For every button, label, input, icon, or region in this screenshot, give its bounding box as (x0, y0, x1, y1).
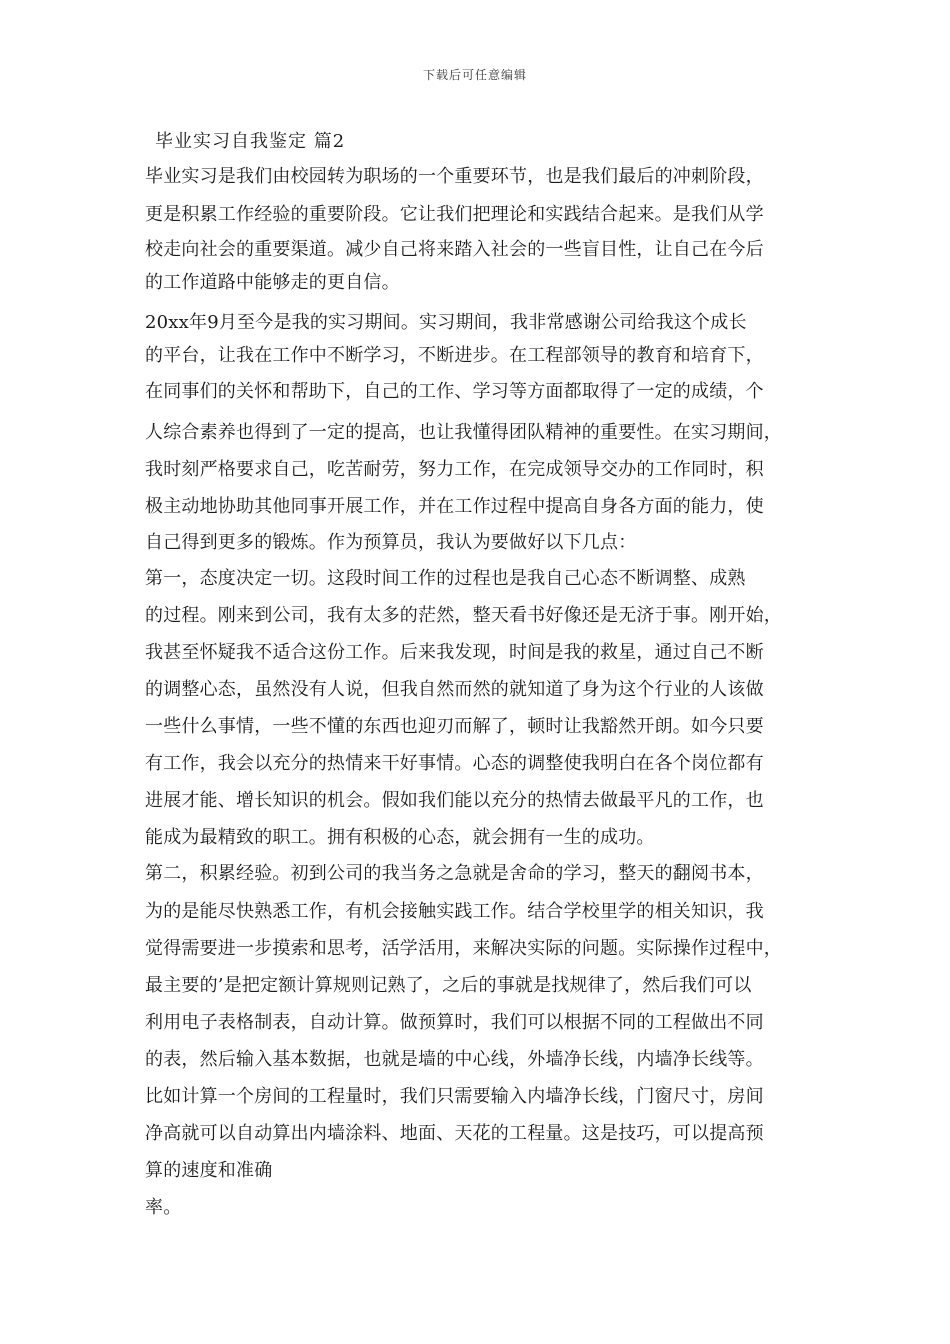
body-line: 20xx年9月至今是我的实习期间。实习期间，我非常感谢公司给我这个成长 (145, 312, 747, 333)
body-line: 第二，积累经验。初到公司的我当务之急就是舍命的学习，整天的翻阅书本， (145, 863, 764, 884)
body-line: 的过程。刚来到公司，我有太多的茫然，整天看书好像还是无济于事。刚开始， (145, 605, 782, 626)
body-line: 进展才能、增长知识的机会。假如我们能以充分的热情去做最平凡的工作，也 (145, 790, 764, 811)
body-line: 校走向社会的重要渠道。减少自己将来踏入社会的一些盲目性，让自己在今后 (145, 239, 764, 260)
body-line: 有工作，我会以充分的热情来干好事情。心态的调整使我明白在各个岗位都有 (145, 753, 764, 774)
body-line: 为的是能尽快熟悉工作，有机会接触实践工作。结合学校里学的相关知识，我 (145, 901, 764, 922)
body-line: 率。 (145, 1197, 182, 1218)
body-line: 净高就可以自动算出内墙涂料、地面、天花的工程量。这是技巧，可以提高预 (145, 1123, 764, 1144)
header-note: 下载后可任意编辑 (422, 68, 527, 82)
body-line: 的表，然后输入基本数据，也就是墙的中心线，外墙净长线，内墙净长线等。 (145, 1049, 764, 1070)
body-line: 第一，态度决定一切。这段时间工作的过程也是我自己心态不断调整、成熟 (145, 568, 746, 589)
body-line: 最主要的’是把定额计算规则记熟了，之后的事就是找规律了，然后我们可以 (145, 975, 752, 996)
body-line: 的调整心态，虽然没有人说，但我自然而然的就知道了身为这个行业的人该做 (145, 679, 764, 700)
body-line: 我时刻严格要求自己，吃苦耐劳，努力工作，在完成领导交办的工作同时，积 (145, 459, 764, 480)
body-line: 觉得需要进一步摸索和思考，活学活用，来解决实际的问题。实际操作过程中， (145, 938, 782, 959)
body-line: 比如计算一个房间的工程量时，我们只需要输入内墙净长线，门窗尺寸，房间 (145, 1086, 764, 1107)
body-line: 我甚至怀疑我不适合这份工作。后来我发现，时间是我的救星，通过自己不断 (145, 642, 764, 663)
body-line: 利用电子表格制表，自动计算。做预算时，我们可以根据不同的工程做出不同 (145, 1012, 764, 1033)
body-line: 能成为最精致的职工。拥有积极的心态，就会拥有一生的成功。 (145, 827, 655, 848)
body-line: 人综合素养也得到了一定的提高，也让我懂得团队精神的重要性。在实习期间， (145, 422, 782, 443)
body-line: 更是积累工作经验的重要阶段。它让我们把理论和实践结合起来。是我们从学 (145, 204, 764, 225)
body-line: 在同事们的关怀和帮助下，自己的工作、学习等方面都取得了一定的成绩，个 (145, 381, 764, 402)
body-line: 的工作道路中能够走的更自信。 (145, 272, 400, 293)
body-line: 极主动地协助其他同事开展工作，并在工作过程中提高自身各方面的能力，使 (145, 496, 764, 517)
body-line: 自己得到更多的锻炼。作为预算员，我认为要做好以下几点： (145, 532, 637, 553)
body-line: 毕业实习是我们由校园转为职场的一个重要环节，也是我们最后的冲刺阶段， (145, 166, 764, 187)
body-line: 的平台，让我在工作中不断学习，不断进步。在工程部领导的教育和培育下， (145, 345, 764, 366)
body-line: 算的速度和准确 (145, 1160, 273, 1181)
document-title: 毕业实习自我鉴定 篇2 (155, 131, 346, 152)
body-line: 一些什么事情，一些不懂的东西也迎刃而解了，顿时让我豁然开朗。如今只要 (145, 716, 764, 737)
